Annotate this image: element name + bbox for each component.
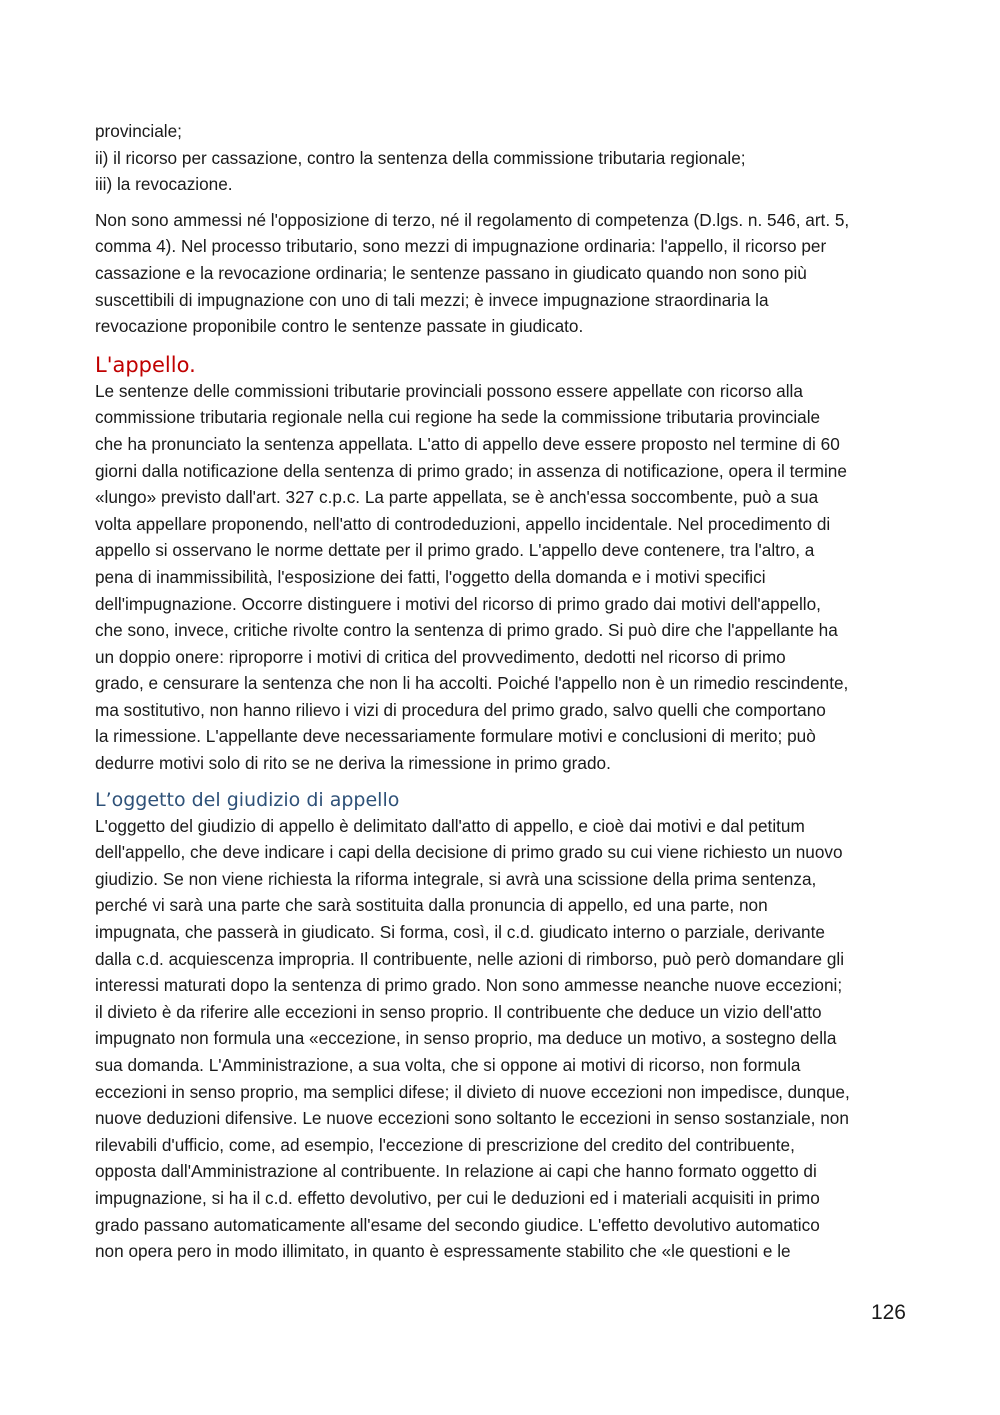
- text-line: provinciale;: [95, 121, 182, 141]
- text-line: pena di inammissibilità, l'esposizione dei fatti, l'oggetto della domanda e i motivi specifici: [95, 566, 766, 587]
- paragraph-appello: [95, 378, 907, 777]
- text-line: impugnato non formula una «eccezione, in senso proprio, ma deduce un motivo, a sostegno della: [95, 1028, 837, 1049]
- text-line: dell'impugnazione. Occorre distinguere i motivi del ricorso di primo grado dai motivi dell'appello,: [95, 593, 821, 614]
- section-heading-appello: L'appello.: [95, 352, 196, 377]
- text-line: opposta dall'Amministrazione al contribuente. In relazione ai capi che hanno formato oggetto di: [95, 1161, 817, 1182]
- text-line: dalla c.d. acquiescenza impropria. Il contribuente, nelle azioni di rimborso, può però domandare gli: [95, 948, 845, 969]
- paragraph-oggetto: [95, 813, 907, 1265]
- page-number: 126: [870, 1301, 906, 1324]
- text-line: appello si osservano le norme dettate per il primo grado. L'appello deve contenere, tra l'altro, a: [95, 540, 815, 561]
- document-page: [95, 118, 907, 1265]
- text-line: giudizio. Se non viene richiesta la riforma integrale, si avrà una scissione della prima sentenza,: [95, 868, 817, 889]
- spacer: [95, 777, 907, 786]
- text-line: interessi maturati dopo la sentenza di primo grado. Non sono ammesse neanche nuove eccezioni;: [95, 975, 843, 996]
- text-line: impugnata, che passerà in giudicato. Si forma, così, il c.d. giudicato interno o parziale, derivante: [95, 922, 825, 943]
- paragraph-impugnazione: [95, 207, 907, 340]
- text-line: commissione tributaria regionale nella cui regione ha sede la commissione tributaria provinciale: [95, 407, 821, 428]
- text-line: grado, e censurare la sentenza che non li ha accolti. Poiché l'appello non è un rimedio rescindente,: [95, 673, 849, 694]
- text-line: un doppio onere: riproporre i motivi di critica del provvedimento, dedotti nel ricorso di primo: [95, 646, 786, 667]
- spacer: [95, 198, 907, 207]
- text-line: comma 4). Nel processo tributario, sono mezzi di impugnazione ordinaria: l'appello, il ricorso per: [95, 236, 827, 257]
- text-line: iii) la revocazione.: [95, 174, 233, 195]
- text-line: che ha pronunciato la sentenza appellata. L'atto di appello deve essere proposto nel termine di 60: [95, 433, 840, 454]
- text-line: revocazione proponibile contro le sentenze passate in giudicato.: [95, 316, 584, 337]
- section-heading-oggetto: L’oggetto del giudizio di appello: [95, 788, 400, 811]
- text-line: che sono, invece, critiche rivolte contro la sentenza di primo grado. Si può dire che l'appellante ha: [95, 620, 838, 641]
- text-line: L'oggetto del giudizio di appello è delimitato dall'atto di appello, e cioè dai motivi e dal petitum: [95, 815, 805, 836]
- text-line: volta appellare proponendo, nell'atto di controdeduzioni, appello incidentale. Nel procedimento di: [95, 513, 831, 534]
- text-line: Non sono ammessi né l'opposizione di terzo, né il regolamento di competenza (D.lgs. n. 546, art. 5,: [95, 209, 850, 230]
- text-line: «lungo» previsto dall'art. 327 c.p.c. La parte appellata, se è anch'essa soccombente, può a sua: [95, 487, 819, 508]
- text-line: la rimessione. L'appellante deve necessariamente formulare motivi e conclusioni di merito; può: [95, 726, 816, 747]
- text-line: ii) il ricorso per cassazione, contro la sentenza della commissione tributaria regionale;: [95, 147, 746, 168]
- text-line: rilevabili d'ufficio, come, ad esempio, l'eccezione di prescrizione del credito del contribuente,: [95, 1134, 795, 1155]
- text-line: cassazione e la revocazione ordinaria; le sentenze passano in giudicato quando non sono più: [95, 262, 807, 283]
- text-line: il divieto è da riferire alle eccezioni in senso proprio. Il contribuente che deduce un vizio dell'atto: [95, 1001, 822, 1022]
- text-line: dedurre motivi solo di rito se ne deriva la rimessione in primo grado.: [95, 753, 611, 774]
- intro-list: [95, 118, 907, 198]
- spacer: [95, 340, 907, 350]
- text-line: nuove deduzioni difensive. Le nuove eccezioni sono soltanto le eccezioni in senso sostanziale, non: [95, 1108, 849, 1129]
- text-line: Le sentenze delle commissioni tributarie provinciali possono essere appellate con ricorso alla: [95, 380, 803, 401]
- text-line: non opera pero in modo illimitato, in quanto è espressamente stabilito che «le questioni e le: [95, 1241, 791, 1262]
- text-line: eccezioni in senso proprio, ma semplici difese; il divieto di nuove eccezioni non impedisce, dunque,: [95, 1081, 850, 1102]
- text-line: dell'appello, che deve indicare i capi della decisione di primo grado su cui viene richiesto un nuovo: [95, 842, 843, 863]
- text-line: impugnazione, si ha il c.d. effetto devolutivo, per cui le deduzioni ed i materiali acquisiti in primo: [95, 1187, 820, 1208]
- text-line: perché vi sarà una parte che sarà sostituita dalla pronuncia di appello, ed una parte, non: [95, 895, 768, 916]
- text-line: sua domanda. L'Amministrazione, a sua volta, che si oppone ai motivi di ricorso, non formula: [95, 1055, 801, 1075]
- text-line: giorni dalla notificazione della sentenza di primo grado; in assenza di notificazione, opera il termine: [95, 460, 847, 481]
- text-line: suscettibili di impugnazione con uno di tali mezzi; è invece impugnazione straordinaria la: [95, 289, 769, 310]
- text-line: ma sostitutivo, non hanno rilievo i vizi di procedura del primo grado, salvo quelli che comportano: [95, 699, 826, 720]
- text-line: grado passano automaticamente all'esame del secondo giudice. L'effetto devolutivo automatico: [95, 1214, 820, 1235]
